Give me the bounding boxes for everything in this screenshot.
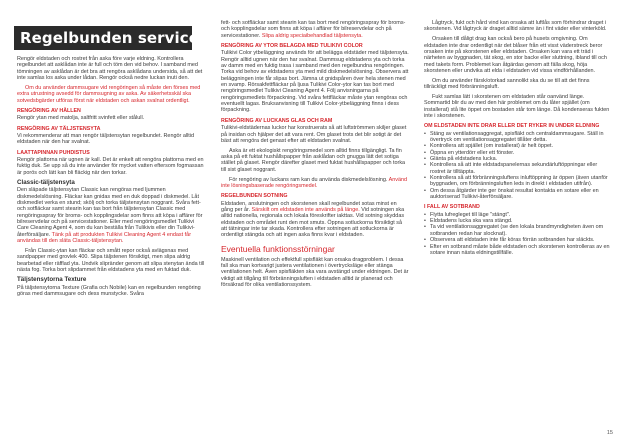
column-1 [17, 56, 205, 301]
sweeping-text: Eldstaden, anslutningen och skorstenen skall regelbundet sotas minst en gång per år. [221, 200, 397, 213]
heading-color: RENGÖRING AV YTOR BELAGDA MED TULIKIVI COLOR [221, 43, 363, 50]
list-item: • Ta vid ventilationsaggregatet (se den lokala brandmyndigheten även om sotbranden redan har slocknat). [424, 224, 612, 237]
intro-warning: Om du använder dammsugare vid rengöringen så måste den förses med extra utrustning avsedd för dammsugning av aska. Av säkerhetsskäl ska sotvedsbgärder utföras först när eldstaden och askan svalnat ordentligt. [17, 84, 201, 104]
paragraph-texture: På täljstensytorna Texture (Grafia och Nobile) kan en regelbunden rengöring göras med dammsugare och dess munstycke. Svåra [17, 284, 201, 297]
list-item: • Eldstadens lucka ska vara stängd. [424, 218, 612, 224]
page-number: 15 [606, 430, 613, 436]
heading-hall: RENGÖRING AV HÄLLEN [17, 107, 81, 114]
sweeping-warning: Särskilt om eldstaden inte används på länge. [251, 206, 360, 213]
classic-text: Den släpade täljstensytan Classic kan rengöras med ljummen diskmedelslösning. Fläckar kan gnidas med en duk doppad i diskmedel. Låt diskmedlet verka en stund; skölj och torka täljstensytan noggrant. Svåra fett- och sotfläckar samt stearin kan tas bort från täljstensytan Classic med rengöringsspray för broms- och kopplingsdelar som finns att köpa i affärer för bilreservdelar och på servicestationer. Eller med rengöringsmedlet Tulikivi Care Cleaning Agent 4, som du kan beställa från Tulikivis eller din Tulikivi-återförsäljare. [17, 187, 203, 238]
paragraph-hall: Rengör ytan med matolja, saltfritt svinfett eller stålull. [17, 115, 145, 122]
paragraph-glass: Tulikivi-eldstädernas luckor har konstruerats så att luftströmmen skiljer glaset på insidan och hjälper det att vara rent. Om glaset trots det blir sotigt är det bäst att rengöra det genast efter att eldstaden svalnat. [221, 125, 407, 144]
heading-sweeping: REGELBUNDEN SOTNING [221, 193, 288, 200]
list-no-draft [424, 131, 612, 201]
heading-tiles: LAATTAPINNAN PUHDISTUS [17, 149, 90, 156]
paragraph-ash: Aska är ett ekologiskt rengöringsmedel som alltid finns tillgängligt. Ta fin aska på ett fuktat hushållspapper från asklådan och gnugga lätt det sotiga stället på glaset. Rengör därefter glaset med fuktat hushållspapper och torka till sist glaset noggrant. [221, 147, 406, 173]
continued-warning: Slipa aldrig speciaibehandlad täljstensyta. [261, 32, 363, 39]
paragraph-classic [17, 187, 205, 244]
frame-text: För rengöring av luckans ram kan du använda diskmedelslösning. [229, 176, 388, 183]
column-2 [221, 20, 409, 292]
heading-classic: Classic-täljstensyta [17, 179, 75, 186]
list-item: • Glänta på eldstadens lucka. [424, 156, 612, 162]
list-item: • Stäng av ventilationsaggregat, spisfläkt och centraldammsugare. Ställ in övertryck om ventilationsaggregatet tillåter detta. [424, 131, 612, 144]
heading-chimney-fire: I FALL AV SOTBRAND [424, 204, 480, 211]
list-item: • Kontrollera så att förbränningsluftens inluftöppning är öppen (även utanför byggnaden, om förbränningsluften leds in direkt i eldstaden utifrån). [424, 175, 612, 188]
heading-glass: RENGÖRING AV LUCKANS GLAS OCH RAM [221, 117, 333, 124]
heading-no-draft: OM ELDSTADEN INTE DRAR ELLER DET RYKER IN UNDER ELDNING [424, 123, 600, 130]
paragraph-classic-sanding: Från Classic-ytan kan fläckar och smått repor också avlägsnas med sandpapper med grovlek 400. Slipa täljstenen försiktigt, men slipa aldrig bearbetad eller räfflad yta. Undvik slipränder genom att slipa stenytan ända till nästa fog. Torka bort slipdammet från eldstadens yta med en fuktad duk. [17, 247, 205, 273]
paragraph-pressure: Lågtryck, fukt och hård vind kan orsaka att luftlås som förhindrar draget i skorstenen. Vid lågtryck är draget alltid sämre än i fint väder eller vinterköld. [424, 20, 607, 33]
list-item: • Om dessa åtgärder inte ger önskat resultat kontakta en sotare eller en auktoriserad Tulikivi-återförsäljare. [424, 188, 612, 201]
list-item: • Observera att eldstaden inte får köras förrän sotbranden har släckts. [424, 237, 612, 243]
section-heading-malfunctions: Eventuella funktionsstörningar [221, 243, 335, 254]
list-item: • Kontrollera att spjället (om installerat) är helt öppet. [424, 143, 612, 149]
list-item: • Kontrollera så att inte eldstadspanelernas sekundärluftöppningar eller rostret är tilltäppta. [424, 162, 612, 175]
intro-paragraph: Rengör eldstaden och rostret från aska före varje eldning. Kontrollera regelbundet att asklådan inte är full och töm den vid behov. I samband med tömningen av asklådan är det bra att rengöra asklådans undersida, så att det inte samlas los aska under lådan. Rengör också nedre luckan inuti den. [17, 56, 203, 82]
column-3 [424, 20, 612, 259]
list-item: • Efter en sotbrand måste både eldstaden och skorstenen kontrolleras av en sotare innan nästa eldningstillfälle. [424, 244, 612, 257]
sweeping-text-2: Vid sotningen ska alltid nationella, regionala och lokala föreskrifter iakttas. Vid sotning skyddas eldstaden och området runt den mot smuts. Öppna sotluckorna försiktigt så att tätningar inte tar skada. Kontrollera efter sotningen att sotluckorna är ordentligt stängda och att ingen aska finns kvar i eldstaden. [221, 206, 405, 239]
classic-warning: Tänk på att produkten Tulikivi Cleaning Agent 4 endast får användas till den släta Classic-täljstensytan. [17, 231, 192, 245]
paragraph-soapstone: Vi rekommenderar att man rengör täljstensytan regelbundet. Rengör alltid eldstaden när den har svalnat. [17, 132, 195, 146]
heading-texture: Täljstensytorna Texture [17, 276, 87, 284]
list-item: • Öppna en ytterdörr eller ett fönster. [424, 150, 612, 156]
paragraph-sweeping [221, 201, 409, 239]
frame-warning: Använd inte lösningsbaserade rengöringsmedel. [221, 176, 408, 189]
heading-soapstone: RENGÖRING AV TÄLJSTENSYTA [17, 125, 101, 132]
title-bar [14, 26, 200, 50]
paragraph-moisture: Fukt samlas lätt i skorstenen om eldstaden står oanvänd länge. Sommartid blir du av med den här problemet om du låter spjället (om installerat) stå lite öppet om bostaden står tom länge. Då kondenseras fukten inte i skorstenen. [424, 93, 610, 119]
page-title: Regelbunden service [20, 29, 200, 47]
paragraph-wood: Om du använder färsk/otorkad sannolikt ska du se till att det finns tillräckligt med förbränningsluft. [424, 77, 590, 91]
paragraph-color: Tulikivi Color ytbeläggning används för att belägga eldstäder med täljstensyta. Rengör alltid ugnen när den har svalnat. Dammsug eldstadens yta och torka av damm med en fuktig trasa i samband med den regelbundna rengöringen. Torka vid behov av eldstadens yta med mild diskmedelslösning. Observera att beläggningen inte får slipas bort. Jämna ut gnidspåren över hela stenen med en svamp. Rörsakfettfläckar på ljusa Tulikivi Color-ytor kan tas bort med rengöringsmedlet Tulikivi Cleaning Agent 4. Följ anvisningarna på rengöringsmedlets förpackning. Vid svåra fettfläckar måste ytan rengöras och eventuellt lagas. Bruksanvisning till Tulikivi Color-ytbeläggning finns i dess förpackning. [221, 50, 409, 114]
list-chimney-fire [424, 212, 612, 256]
continued-text: fett- och sotfläckar samt stearin kan tas bort med rengöringsspray för broms- och kopplingsdelar som finns att köpa i affärer för bilreservdelar och på servicestationer. [221, 20, 406, 39]
paragraph-malfunctions: Maskinell ventilation och effektfull spisfläkt kan orsaka dragproblem. I dessa fall ska man kortvarigt justera ventilationen i övertrycksläge eller stänga ventilationen helt. Även spisfläkten ska vara avstängd under eldningen. Det är viktigt att tillgång till förbränningsluften i eldstaden alltid är planerad och försäkrad för olika ventilationssystem. [221, 256, 409, 289]
paragraph-surroundings: Orsaken till dåligt drag kan också bero på husets omgivning. Om eldstaden inte drar ordentligt när det blåser från ett visst väderstreck beror orsaken inte på skorstenen eller eldstaden. Orsaken kan vara ett träd i närheten av byggnaden, tät skog, en stor backe eller sluttning, ibland till och med takets form. Problemet kan åtgärdas genom att fälla skog, höja skorstenen eller undvika att elda i eldstaden vid vissa vindförhållanden. [424, 36, 607, 74]
paragraph-tiles: Rengör plattorna när ugnen är kall. Det är enkelt att rengöra plattorna med en fuktig duk. Se upp så du inte använder för mycket vatten eftersom fogmassan är porös och lätt kan bli fläckig när den torkar. [17, 156, 204, 176]
list-item: • Flytta lufregleget till läge "stängt". [424, 212, 612, 218]
paragraph-continued [221, 20, 409, 39]
paragraph-frame [221, 177, 409, 190]
